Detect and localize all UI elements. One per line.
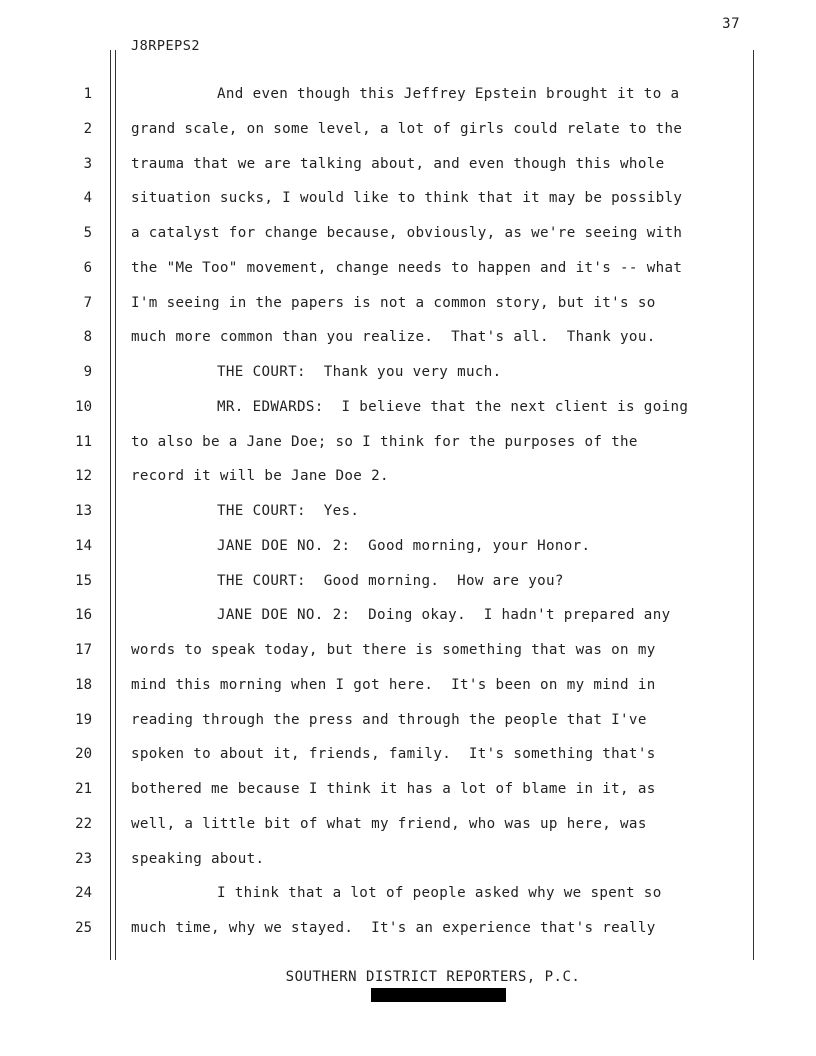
line-number: 19 [75,711,92,728]
transcript-line: JANE DOE NO. 2: Doing okay. I hadn't prepared any [217,607,671,624]
transcript-line: JANE DOE NO. 2: Good morning, your Honor. [217,537,591,554]
transcript-line: speaking about. [131,850,265,867]
transcript-line: spoken to about it, friends, family. It's something that's [131,746,656,763]
transcript-line: record it will be Jane Doe 2. [131,468,389,485]
page-number: 37 [722,16,740,32]
line-number: 12 [75,468,92,485]
transcript-line: much more common than you realize. That's all. Thank you. [131,329,656,346]
line-number: 15 [75,572,92,589]
court-reporter-footer: SOUTHERN DISTRICT REPORTERS, P.C. [285,969,581,985]
line-number: 14 [75,537,92,554]
line-number: 17 [75,642,92,658]
transcript-line: bothered me because I think it has a lot of blame in it, as [131,781,656,797]
line-number: 10 [75,398,92,415]
left-margin-rule-inner [115,50,116,960]
line-number: 5 [83,225,92,241]
transcript-line: THE COURT: Yes. [217,503,360,519]
line-number: 23 [75,850,92,867]
line-number: 9 [83,364,92,380]
line-number: 24 [75,885,92,902]
transcript-line: THE COURT: Thank you very much. [217,364,502,380]
transcript-line: mind this morning when I got here. It's been on my mind in [131,676,656,693]
transcript-line: THE COURT: Good morning. How are you? [217,572,564,589]
line-number: 18 [75,676,92,693]
line-number: 16 [75,607,92,624]
line-number: 1 [83,86,92,102]
line-number: 8 [83,329,92,346]
transcript-line: words to speak today, but there is something that was on my [131,642,656,658]
transcript-line: I think that a lot of people asked why we spent so [217,885,662,902]
transcript-line: And even though this Jeffrey Epstein brought it to a [217,86,680,102]
line-number: 20 [75,746,92,763]
left-margin-rule [110,50,111,960]
transcript-line: to also be a Jane Doe; so I think for the purposes of the [131,433,638,450]
line-number: 25 [75,920,92,936]
transcript-line: the "Me Too" movement, change needs to happen and it's -- what [131,259,683,276]
transcript-line: situation sucks, I would like to think that it may be possibly [131,190,683,207]
line-number: 2 [83,120,92,137]
transcript-line: MR. EDWARDS: I believe that the next client is going [217,398,689,415]
transcript-line: a catalyst for change because, obviously, as we're seeing with [131,225,683,241]
line-number: 7 [83,294,92,311]
line-number: 3 [83,155,92,172]
line-number: 21 [75,781,92,797]
redaction-bar [371,988,506,1002]
transcript-line: much time, why we stayed. It's an experience that's really [131,920,656,936]
line-number: 11 [75,433,92,450]
transcript-line: I'm seeing in the papers is not a common story, but it's so [131,294,656,311]
line-number: 6 [83,259,92,276]
transcript-line: well, a little bit of what my friend, who was up here, was [131,815,647,832]
transcript-line: grand scale, on some level, a lot of girls could relate to the [131,120,683,137]
transcript-line: trauma that we are talking about, and even though this whole [131,155,665,172]
line-number: 13 [75,503,92,519]
transcript-line: reading through the press and through the people that I've [131,711,647,728]
transcript-header-code: J8RPEPS2 [131,38,201,54]
line-number: 4 [83,190,92,207]
line-number: 22 [75,815,92,832]
